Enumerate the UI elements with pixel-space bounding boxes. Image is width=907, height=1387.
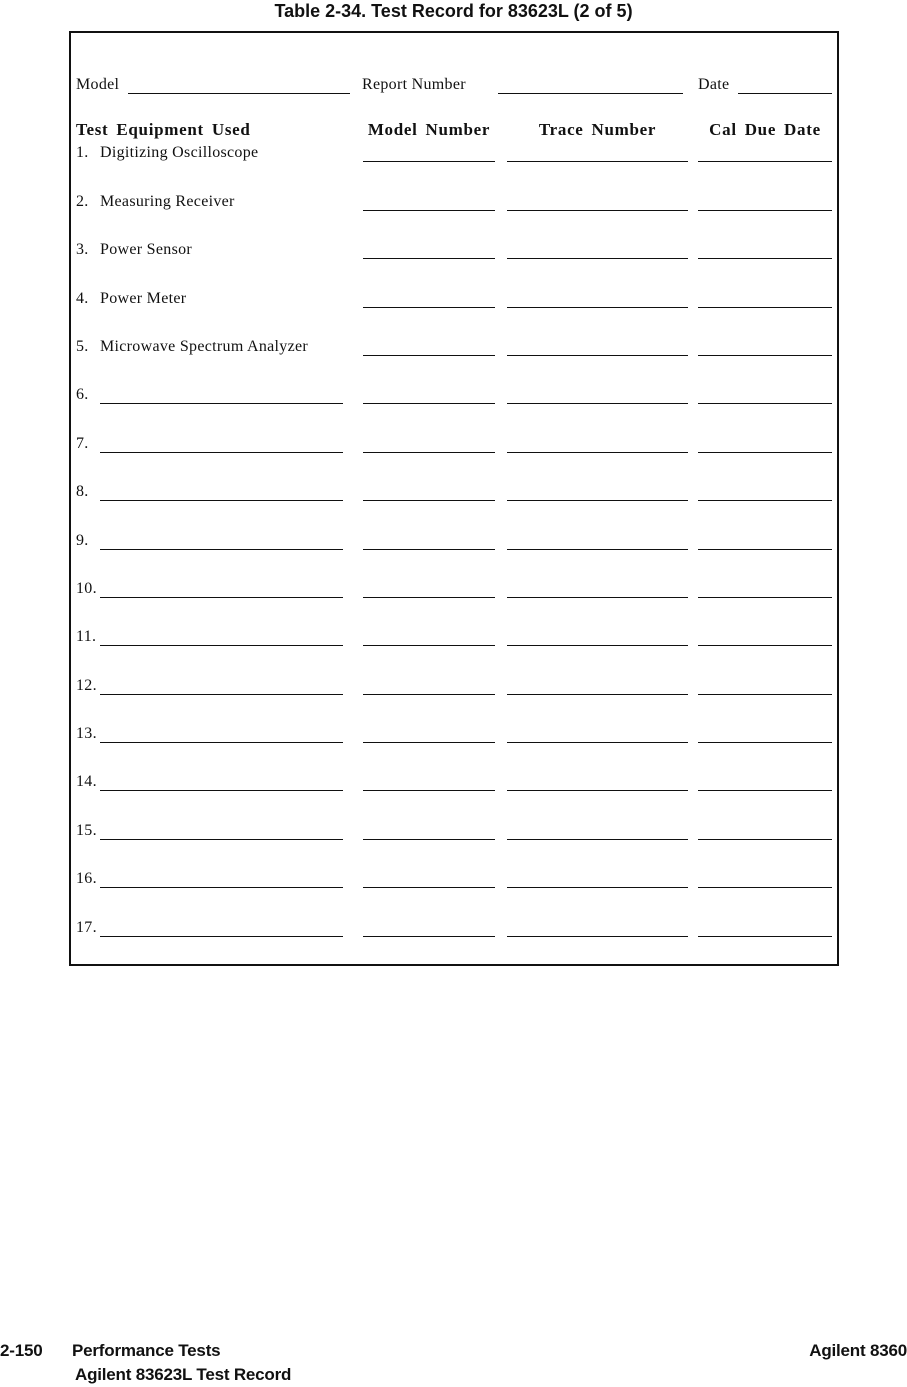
equipment-name-line: [100, 450, 343, 453]
model-number-line: [363, 643, 495, 646]
equipment-name: Digitizing Oscilloscope: [100, 144, 259, 162]
equipment-name-cell: [76, 822, 343, 840]
equipment-name-cell: [76, 628, 343, 646]
model-field-label: Model: [76, 76, 120, 93]
table-row: [71, 259, 835, 307]
table-row: [71, 114, 835, 162]
column-header-equipment: Test Equipment Used: [76, 120, 251, 139]
trace-number-line: [507, 885, 688, 888]
row-number: 6.: [76, 386, 89, 404]
cal-due-date-line: [698, 208, 832, 211]
model-number-line: [363, 353, 495, 356]
equipment-name-cell: [76, 532, 343, 550]
table-row: [71, 308, 835, 356]
row-number: 14.: [76, 773, 97, 791]
table-row: [71, 840, 835, 888]
cal-due-date-line: [698, 934, 832, 937]
model-number-line: [363, 305, 495, 308]
model-number-line: [363, 547, 495, 550]
equipment-name: Power Sensor: [100, 241, 193, 259]
equipment-name-cell: [76, 435, 343, 453]
trace-number-line: [507, 934, 688, 937]
equipment-name-line: [100, 837, 343, 840]
cal-due-date-line: [698, 305, 832, 308]
trace-number-line: [507, 595, 688, 598]
model-number-line: [363, 208, 495, 211]
cal-due-date-line: [698, 450, 832, 453]
equipment-name: Microwave Spectrum Analyzer: [100, 337, 309, 355]
row-number: 13.: [76, 725, 97, 743]
table-row: [71, 211, 835, 259]
model-number-line: [363, 740, 495, 743]
row-number: 10.: [76, 579, 97, 597]
equipment-name-cell: [76, 338, 343, 356]
model-number-line: [363, 256, 495, 259]
table-row: [71, 550, 835, 598]
cal-due-date-line: [698, 885, 832, 888]
model-number-line: [363, 498, 495, 501]
equipment-name-cell: [76, 773, 343, 791]
cal-due-date-line: [698, 353, 832, 356]
date-field-label: Date: [698, 76, 730, 93]
model-number-line: [363, 934, 495, 937]
trace-number-line: [507, 643, 688, 646]
equipment-name-cell: [76, 870, 343, 888]
cal-due-date-line: [698, 788, 832, 791]
cal-due-date-line: [698, 692, 832, 695]
cal-due-date-line: [698, 401, 832, 404]
cal-due-date-line: [698, 547, 832, 550]
trace-number-line: [507, 498, 688, 501]
trace-number-line: [507, 692, 688, 695]
trace-number-line: [507, 401, 688, 404]
footer-product: Agilent 8360: [809, 1341, 907, 1360]
trace-number-line: [507, 208, 688, 211]
table-row: [71, 453, 835, 501]
trace-number-line: [507, 547, 688, 550]
equipment-name-line: [100, 885, 343, 888]
footer-section: Performance Tests: [72, 1341, 221, 1360]
table-row: [71, 695, 835, 743]
cal-due-date-line: [698, 256, 832, 259]
trace-number-line: [507, 450, 688, 453]
table-row: [71, 888, 835, 936]
model-number-line: [363, 595, 495, 598]
table-row: [71, 404, 835, 452]
row-number: 8.: [76, 483, 89, 501]
footer-page-number: 2-150: [0, 1341, 43, 1360]
equipment-name-cell: [76, 193, 343, 211]
equipment-name-line: [100, 692, 343, 695]
equipment-name-line: [100, 547, 343, 550]
trace-number-line: [507, 159, 688, 162]
row-number: 16.: [76, 870, 97, 888]
row-number: 9.: [76, 531, 89, 549]
table-row: [71, 646, 835, 694]
equipment-name-line: [100, 401, 343, 404]
equipment-name: Power Meter: [100, 289, 187, 307]
equipment-name-cell: [76, 919, 343, 937]
cal-due-date-line: [698, 595, 832, 598]
equipment-name-cell: [76, 386, 343, 404]
row-number: 7.: [76, 434, 89, 452]
table-row: [71, 598, 835, 646]
cal-due-date-line: [698, 837, 832, 840]
row-number: 17.: [76, 918, 97, 936]
model-number-line: [363, 837, 495, 840]
equipment-name-line: [100, 740, 343, 743]
equipment-name-line: [100, 643, 343, 646]
equipment-name-line: [100, 788, 343, 791]
trace-number-line: [507, 788, 688, 791]
column-header-model-number: Model Number: [367, 120, 491, 139]
row-number: 11.: [76, 628, 97, 646]
row-number: 4.: [76, 289, 89, 307]
trace-number-line: [507, 740, 688, 743]
row-number: 1.: [76, 144, 89, 162]
table-row: [71, 162, 835, 210]
row-number: 3.: [76, 241, 89, 259]
equipment-name-line: [100, 934, 343, 937]
row-number: 12.: [76, 676, 97, 694]
equipment-name-cell: [76, 677, 343, 695]
equipment-name-line: [100, 498, 343, 501]
column-header-cal-due-date: Cal Due Date: [709, 120, 821, 139]
row-number: 15.: [76, 821, 97, 839]
trace-number-line: [507, 305, 688, 308]
cal-due-date-line: [698, 740, 832, 743]
model-number-line: [363, 401, 495, 404]
model-number-line: [363, 692, 495, 695]
row-number: 2.: [76, 192, 89, 210]
report-number-field-label: Report Number: [362, 76, 466, 93]
row-number: 5.: [76, 337, 89, 355]
trace-number-line: [507, 353, 688, 356]
equipment-name: Measuring Receiver: [100, 192, 235, 210]
model-number-line: [363, 788, 495, 791]
trace-number-line: [507, 256, 688, 259]
equipment-name-cell: [76, 483, 343, 501]
table-row: [71, 743, 835, 791]
equipment-name-cell: [76, 580, 343, 598]
equipment-name-cell: [76, 290, 343, 308]
cal-due-date-line: [698, 643, 832, 646]
date-field-line: [738, 77, 832, 94]
model-number-line: [363, 159, 495, 162]
column-header-trace-number: Trace Number: [538, 120, 657, 139]
equipment-name-cell: [76, 144, 343, 162]
table-row: [71, 791, 835, 839]
model-number-line: [363, 450, 495, 453]
cal-due-date-line: [698, 159, 832, 162]
table-row: [71, 356, 835, 404]
equipment-rows: [71, 114, 835, 937]
table-title: Table 2-34. Test Record for 83623L (2 of 5): [274, 1, 633, 21]
equipment-name-line: [100, 595, 343, 598]
trace-number-line: [507, 837, 688, 840]
model-field-line: [128, 77, 350, 94]
model-number-line: [363, 885, 495, 888]
equipment-name-cell: [76, 241, 343, 259]
report-number-field-line: [498, 77, 683, 94]
cal-due-date-line: [698, 498, 832, 501]
footer-subsection: Agilent 83623L Test Record: [75, 1365, 292, 1384]
equipment-name-cell: [76, 725, 343, 743]
test-record-form-box: [69, 31, 839, 966]
table-row: [71, 501, 835, 549]
